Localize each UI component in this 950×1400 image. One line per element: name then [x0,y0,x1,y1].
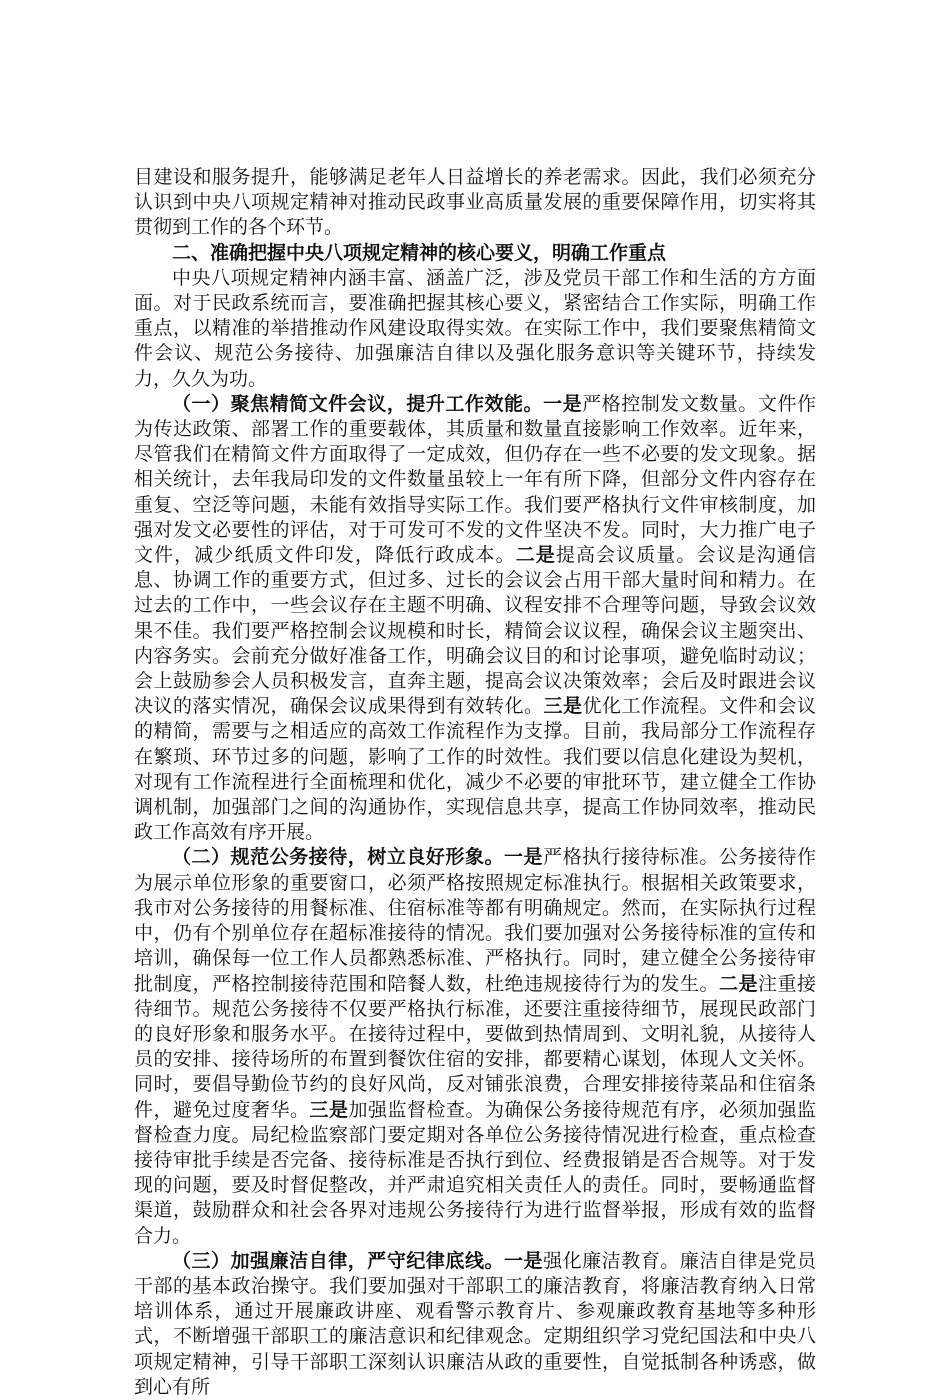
subsection-3-heading: （三）加强廉洁自律，严守纪律底线。 [172,1249,505,1272]
point-1-text: 严格执行接待标准。公务接待作为展示单位形象的重要窗口，必须严格按照规定标准执行。根据相关政策要求，我市对公务接待的用餐标准、住宿标准等都有明确规定。然而，在实际执行过程中，仍有个别单位存在超标准接待的情况。我们要加强对公务接待标准的宣传和培训，确保每一位工作人员都熟悉标准、严格执行。同时，建立健全公务接待审批制度，严格控制接待范围和陪餐人数，杜绝违规接待行为的发生。 [134,846,816,995]
point-3-label: 三是 [309,1098,349,1121]
intro-paragraph-end: 目建设和服务提升，能够满足老年人日益增长的养老需求。因此，我们必须充分认识到中央八项规定精神对推动民政事业高质量发展的重要保障作用，切实将其贯彻到工作的各个环节。 [134,166,816,239]
point-2-label: 二是 [515,544,556,567]
subsection-1-heading: （一）聚焦精简文件会议，提升工作效能。 [172,392,544,415]
point-3-text: 加强监督检查。为确保公务接待规范有序，必须加强监督检查力度。局纪检监察部门要定期对各单位公务接待情况进行检查，重点检查接待审批手续是否完备、接待标准是否执行到位、经费报销是否合规等。对于发现的问题，要及时督促整改，并严肃追究相关责任人的责任。同时，要畅通监督渠道，鼓励群众和社会各界对违规公务接待行为进行监督举报，形成有效的监督合力。 [134,1098,816,1247]
point-2-label: 二是 [718,972,758,995]
point-1-label: 一是 [543,392,583,415]
point-1-label: 一是 [504,846,544,869]
point-1-text: 严格控制发文数量。文件作为传达政策、部署工作的重要载体，其质量和数量直接影响工作效率。近年来，尽管我们在精简文件方面取得了一定成效，但仍存在一些不必要的发文现象。据相关统计，去年我局印发的文件数量虽较上一年有所下降，但部分文件内容存在重复、空泛等问题，未能有效指导实际工作。我们要严格执行文件审核制度，加强对发文必要性的评估，对于可发可不发的文件坚决不发。同时，大力推广电子文件，减少纸质文件印发，降低行政成本。 [134,392,816,567]
point-2-text: 注重接待细节。规范公务接待不仅要严格执行标准，还要注重接待细节，展现民政部门的良好形象和服务水平。在接待过程中，要做到热情周到、文明礼貌，从接待人员的安排、接待场所的布置到餐饮住宿的安排，都要精心谋划，体现人文关怀。同时，要倡导勤俭节约的良好风尚，反对铺张浪费，合理安排接待菜品和住宿条件，避免过度奢华。 [134,972,816,1121]
point-3-label: 三是 [543,695,583,718]
point-1-text: 强化廉洁教育。廉洁自律是党员干部的基本政治操守。我们要加强对干部职工的廉洁教育，将廉洁教育纳入日常培训体系，通过开展廉政讲座、观看警示教育片、参观廉政教育基地等多种形式，不断增强干部职工的廉洁意识和纪律观念。定期组织学习党纪国法和中央八项规定精神，引导干部职工深刻认识廉洁从政的重要性，自觉抵制各种诱惑，做到心有所 [134,1249,816,1398]
subsection-2-heading: （二）规范公务接待，树立良好形象。 [172,846,505,869]
document-body [134,165,816,1400]
subsection-2-paragraph [134,845,816,1248]
section-2-paragraph: 中央八项规定精神内涵丰富、涵盖广泛，涉及党员干部工作和生活的方方面面。对于民政系统而言，要准确把握其核心要义，紧密结合工作实际，明确工作重点，以精准的举措推动作风建设取得实效。在实际工作中，我们要聚焦精简文件会议、规范公务接待、加强廉洁自律以及强化服务意识等关键环节，持续发力，久久为功。 [134,266,816,390]
section-2-heading: 二、准确把握中央八项规定精神的核心要义，明确工作重点 [172,241,667,264]
point-3-text: 优化工作流程。文件和会议的精简，需要与之相适应的高效工作流程作为支撑。目前，我局部分工作流程存在繁琐、环节过多的问题，影响了工作的时效性。我们要以信息化建设为契机，对现有工作流程进行全面梳理和优化，减少不必要的审批环节，建立健全工作协调机制，加强部门之间的沟通协作，实现信息共享，提高工作协同效率，推动民政工作高效有序开展。 [134,695,816,844]
subsection-3-paragraph [134,1249,816,1400]
point-1-label: 一是 [504,1249,544,1272]
point-2-text: 提高会议质量。会议是沟通信息、协调工作的重要方式，但过多、过长的会议会占用干部大量时间和精力。在过去的工作中，一些会议存在主题不明确、议程安排不合理等问题，导致会议效果不佳。我们要严格控制会议规模和时长，精简会议议程，确保会议主题突出、内容务实。会前充分做好准备工作，明确会议目的和讨论事项，避免临时动议；会上鼓励参会人员积极发言，直奔主题，提高会议决策效率；会后及时跟进会议决议的落实情况，确保会议成果得到有效转化。 [134,544,816,718]
subsection-1-paragraph [134,392,816,846]
